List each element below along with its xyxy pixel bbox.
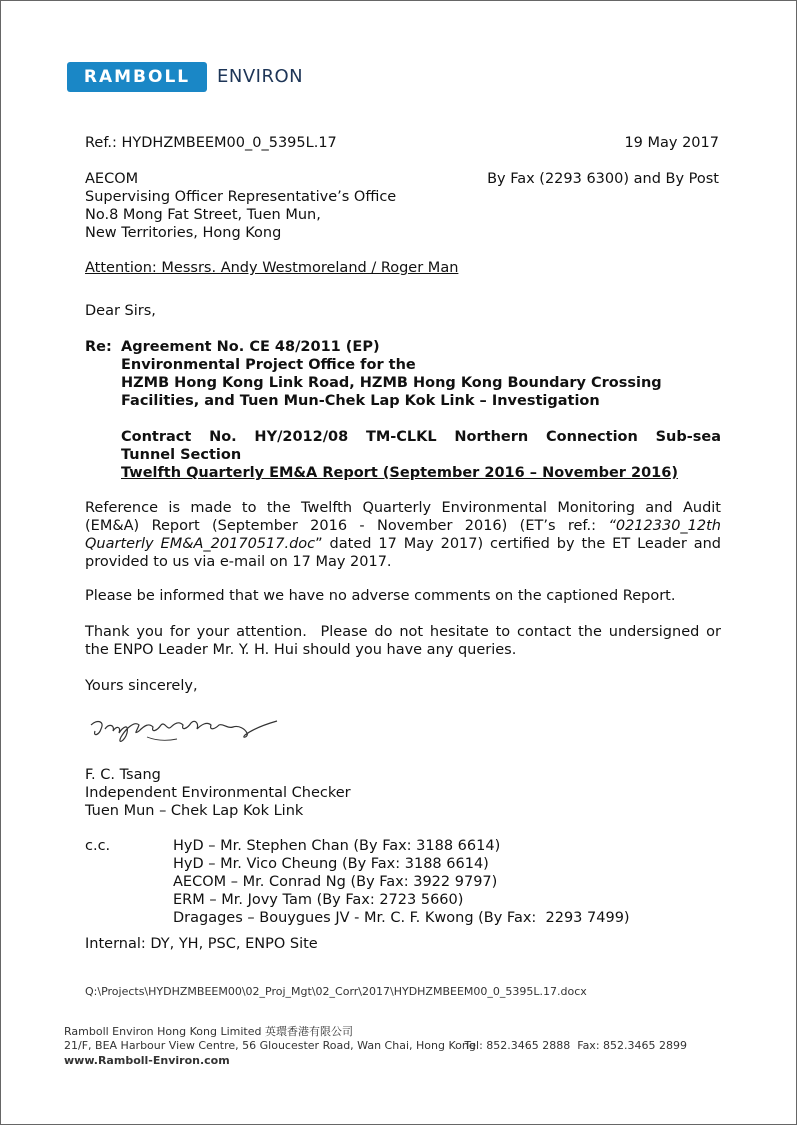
cc-list xyxy=(173,837,630,927)
paragraph-text: (EM&A) Report (September 2016 - November 2016) (ET’s ref.: xyxy=(85,518,609,534)
footer-phone-fax xyxy=(464,1039,687,1052)
paragraph-thanks xyxy=(85,623,721,659)
recipient-line: No.8 Mong Fat Street, Tuen Mun, xyxy=(85,207,321,223)
contract-line: Tunnel Section xyxy=(121,447,242,463)
subject-line: Facilities, and Tuen Mun-Chek Lap Kok Link – Investigation xyxy=(121,393,600,409)
paragraph-reference xyxy=(85,499,721,571)
reference-number: Ref.: HYDHZMBEEM00_0_5395L.17 xyxy=(85,135,337,151)
cc-label: c.c. xyxy=(85,838,111,854)
handwritten-signature xyxy=(87,707,287,757)
report-title: Twelfth Quarterly EM&A Report (September 2016 – November 2016) xyxy=(121,465,678,481)
signatory-block xyxy=(85,766,351,820)
salutation: Dear Sirs, xyxy=(85,303,156,319)
paragraph-line: Reference is made to the Twelfth Quarterly Environmental Monitoring and Audit xyxy=(85,500,721,516)
signatory-project: Tuen Mun – Chek Lap Kok Link xyxy=(85,803,304,819)
subject-line: HZMB Hong Kong Link Road, HZMB Hong Kong Boundary Crossing xyxy=(121,375,662,391)
company-logo-mark: RAMBOLL xyxy=(67,62,207,92)
paragraph-line xyxy=(85,535,721,553)
cc-item: HyD – Mr. Stephen Chan (By Fax: 3188 6614) xyxy=(173,838,501,854)
footer-contact xyxy=(64,1039,687,1052)
cc-item: ERM – Mr. Jovy Tam (By Fax: 2723 5660) xyxy=(173,892,464,908)
subject-block xyxy=(121,338,662,410)
signatory-title: Independent Environmental Checker xyxy=(85,785,351,801)
closing: Yours sincerely, xyxy=(85,678,198,694)
contract-line: Contract No. HY/2012/08 TM-CLKL Northern Connection Sub-sea xyxy=(121,429,721,445)
paragraph-line xyxy=(85,517,721,535)
recipient-line: Supervising Officer Representative’s Office xyxy=(85,189,397,205)
re-label: Re: xyxy=(85,339,112,355)
paragraph-line: Thank you for your attention. Please do not hesitate to contact the undersigned or xyxy=(85,624,721,640)
footer-company: Ramboll Environ Hong Kong Limited 英環香港有限公司 xyxy=(64,1025,353,1038)
recipient-line: AECOM xyxy=(85,171,139,187)
subject-line: Environmental Project Office for the xyxy=(121,357,416,373)
letter-date: 19 May 2017 xyxy=(624,135,719,151)
recipient-address xyxy=(85,170,396,242)
footer-website: www.Ramboll-Environ.com xyxy=(64,1054,230,1067)
footer-fax: Fax: 852.3465 2899 xyxy=(577,1039,687,1052)
cc-item: HyD – Mr. Vico Cheung (By Fax: 3188 6614) xyxy=(173,856,489,872)
document-reference: “0212330_12th xyxy=(608,518,721,534)
internal-distribution: Internal: DY, YH, PSC, ENPO Site xyxy=(85,936,318,952)
signatory-name: F. C. Tsang xyxy=(85,767,161,783)
attention-line: Attention: Messrs. Andy Westmoreland / Roger Man xyxy=(85,260,459,276)
recipient-line: New Territories, Hong Kong xyxy=(85,225,282,241)
paragraph-line: provided to us via e-mail on 17 May 2017. xyxy=(85,554,392,570)
footer-address: 21/F, BEA Harbour View Centre, 56 Gloucester Road, Wan Chai, Hong Kong xyxy=(64,1039,476,1052)
cc-item: AECOM – Mr. Conrad Ng (By Fax: 3922 9797) xyxy=(173,874,498,890)
paragraph-line: the ENPO Leader Mr. Y. H. Hui should you have any queries. xyxy=(85,642,517,658)
company-logo-text: ENVIRON xyxy=(217,66,304,87)
delivery-method: By Fax (2293 6300) and By Post xyxy=(487,171,719,187)
contract-block xyxy=(121,428,721,482)
paragraph-no-comments: Please be informed that we have no adverse comments on the captioned Report. xyxy=(85,588,676,604)
cc-item: Dragages – Bouygues JV - Mr. C. F. Kwong (By Fax: 2293 7499) xyxy=(173,910,630,926)
paragraph-text: ” dated 17 May 2017) certified by the ET Leader and xyxy=(315,536,721,552)
file-path: Q:\Projects\HYDHZMBEEM00\02_Proj_Mgt\02_Corr\2017\HYDHZMBEEM00_0_5395L.17.docx xyxy=(85,985,587,998)
footer-tel: Tel: 852.3465 2888 xyxy=(464,1039,571,1052)
agreement-number: Agreement No. CE 48/2011 (EP) xyxy=(121,339,380,355)
document-reference: Quarterly EM&A_20170517.doc xyxy=(85,536,316,552)
